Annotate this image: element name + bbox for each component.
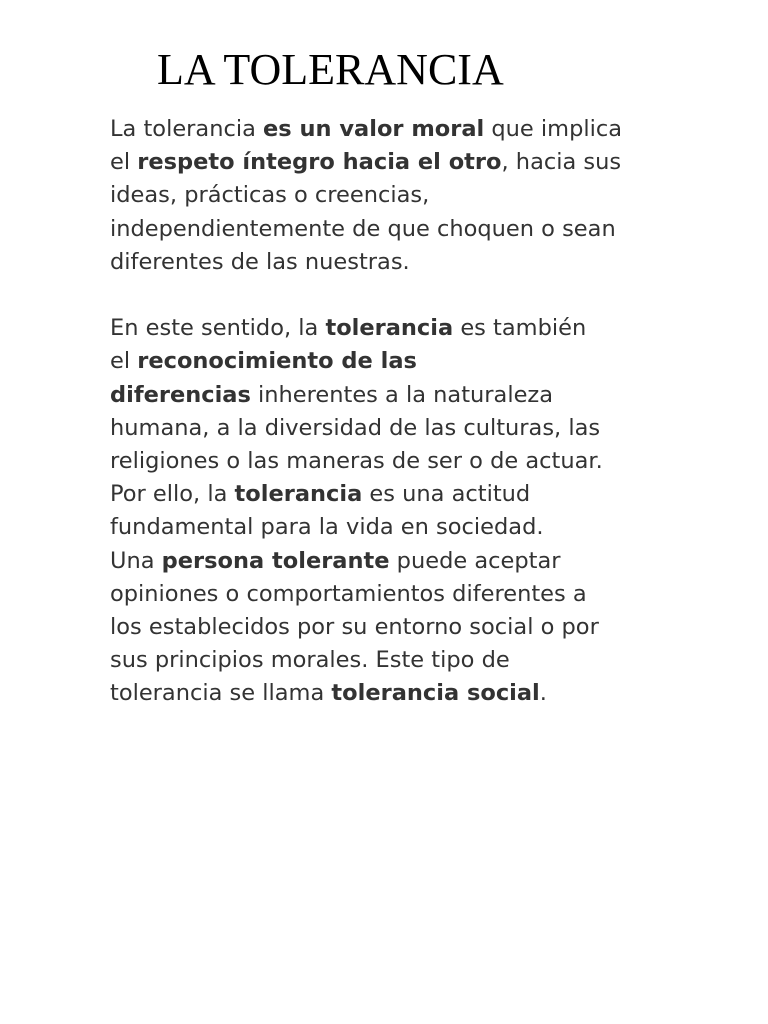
- text-run: es también: [453, 315, 587, 342]
- bold-phrase: persona tolerante: [161, 547, 390, 574]
- text-run: puede aceptar: [389, 547, 561, 574]
- text-line: [110, 379, 670, 412]
- text-line: los establecidos por su entorno social o por: [110, 614, 599, 641]
- text-line: [110, 312, 670, 345]
- text-run: es una actitud: [362, 481, 531, 508]
- bold-phrase: tolerancia social: [331, 680, 540, 707]
- bold-phrase: respeto íntegro hacia el otro: [137, 149, 502, 176]
- text-run: el: [110, 149, 138, 176]
- text-line: diferentes de las nuestras.: [110, 248, 410, 275]
- text-line: [110, 677, 670, 710]
- paragraph-attitude: [110, 478, 670, 544]
- text-run: Una: [110, 547, 162, 574]
- bold-phrase: tolerancia: [234, 481, 363, 508]
- text-line: ideas, prácticas o creencias,: [110, 182, 430, 209]
- text-run: que implica: [484, 116, 623, 142]
- text-line: fundamental para la vida en sociedad.: [110, 514, 544, 541]
- text-run: el: [110, 348, 138, 375]
- text-run: En este sentido, la: [110, 315, 326, 342]
- document-title: LA TOLERANCIA: [157, 45, 504, 94]
- text-run: .: [539, 680, 547, 707]
- text-line: sus principios morales. Este tipo de: [110, 647, 510, 674]
- bold-phrase: reconocimiento de las: [137, 348, 417, 375]
- bold-phrase: diferencias: [110, 381, 251, 408]
- paragraph-tolerant-person: [110, 545, 670, 711]
- text-line: opiniones o comportamientos diferentes a: [110, 580, 587, 607]
- text-run: , hacia sus: [501, 149, 622, 176]
- text-line: [110, 345, 670, 378]
- text-line: humana, a la diversidad de las culturas, las: [110, 414, 601, 441]
- text-run: La tolerancia: [110, 116, 264, 142]
- text-line: [110, 113, 670, 146]
- text-line: [110, 478, 670, 511]
- text-line: [110, 545, 670, 578]
- text-run: inherentes a la naturaleza: [250, 381, 554, 408]
- text-line: independientemente de que choquen o sean: [110, 215, 616, 242]
- text-line: religiones o las maneras de ser o de actuar.: [110, 448, 603, 475]
- bold-phrase: tolerancia: [325, 315, 454, 342]
- text-line: [110, 146, 670, 179]
- paragraph-recognition: [110, 312, 670, 478]
- paragraph-definition: [110, 113, 670, 279]
- text-run: Por ello, la: [110, 481, 235, 508]
- text-run: tolerancia se llama: [110, 680, 332, 707]
- bold-phrase: es un valor moral: [263, 116, 485, 142]
- document-body: [110, 113, 670, 711]
